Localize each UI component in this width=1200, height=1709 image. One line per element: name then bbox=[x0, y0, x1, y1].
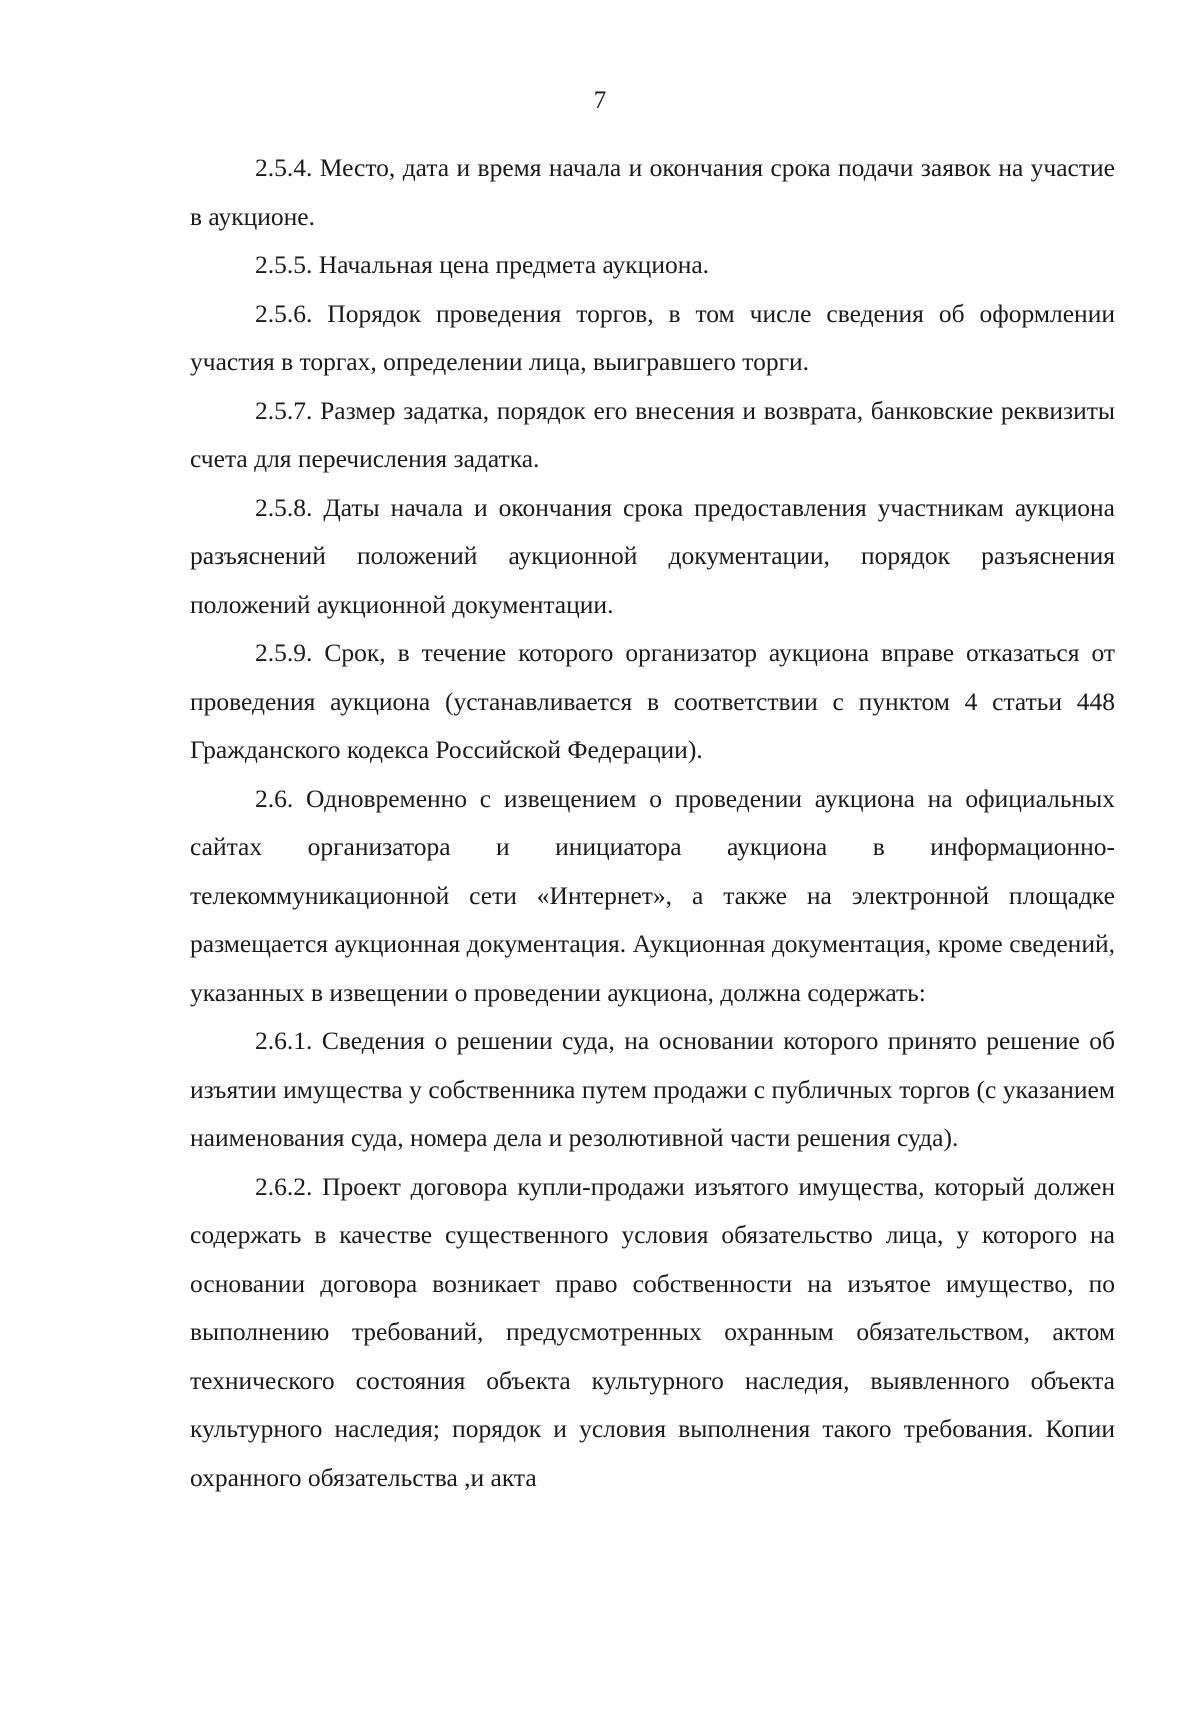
paragraph-2-5-7: 2.5.7. Размер задатка, порядок его внесения и возврата, банковские реквизиты счета для перечисления задатка. bbox=[190, 395, 1115, 473]
paragraph-2-5-8: 2.5.8. Даты начала и окончания срока предоставления участникам аукциона разъяснений положений аукционной документации, порядок разъяснения положений аукционной документации. bbox=[190, 492, 1115, 619]
document-body bbox=[190, 144, 1115, 1502]
paragraph-2-5-5: 2.5.5. Начальная цена предмета аукциона. bbox=[255, 250, 710, 279]
paragraph-2-6: 2.6. Одновременно с извещением о проведении аукциона на официальных сайтах организатора и инициатора аукциона в информационно-телекоммуникационной сети «Интернет», а также на электронной площадке размещается аукционная документация. Аукционная документация, кроме сведений, указанных в извещении о проведении аукциона, должна содержать: bbox=[190, 783, 1115, 1007]
paragraph-2-5-9: 2.5.9. Срок, в течение которого организатор аукциона вправе отказаться от проведения аукциона (устанавливается в соответствии с пунктом 4 статьи 448 Гражданского кодекса Российской Федерации). bbox=[190, 638, 1115, 764]
paragraph-2-6-1: 2.6.1. Сведения о решении суда, на основании которого принято решение об изъятии имущества у собственника путем продажи с публичных торгов (с указанием наименования суда, номера дела и резолютивной части решения суда). bbox=[190, 1026, 1115, 1152]
paragraph-2-6-2: 2.6.2. Проект договора купли-продажи изъятого имущества, который должен содержать в качестве существенного условия обязательство лица, у которого на основании договора возникает право собственности на изъятое имущество, по выполнению требований, предусмотренных охранным обязательством, актом технического состояния объекта культурного наследия, выявленного объекта культурного наследия; порядок и условия выполнения такого требования. Копии охранного обязательства ,и акта bbox=[190, 1171, 1115, 1492]
page-number: 7 bbox=[593, 87, 607, 114]
paragraph-2-5-6: 2.5.6. Порядок проведения торгов, в том числе сведения об оформлении участия в торгах, определении лица, выигравшего торги. bbox=[190, 298, 1115, 376]
paragraph-2-5-4: 2.5.4. Место, дата и время начала и окончания срока подачи заявок на участие в аукционе. bbox=[190, 153, 1115, 231]
